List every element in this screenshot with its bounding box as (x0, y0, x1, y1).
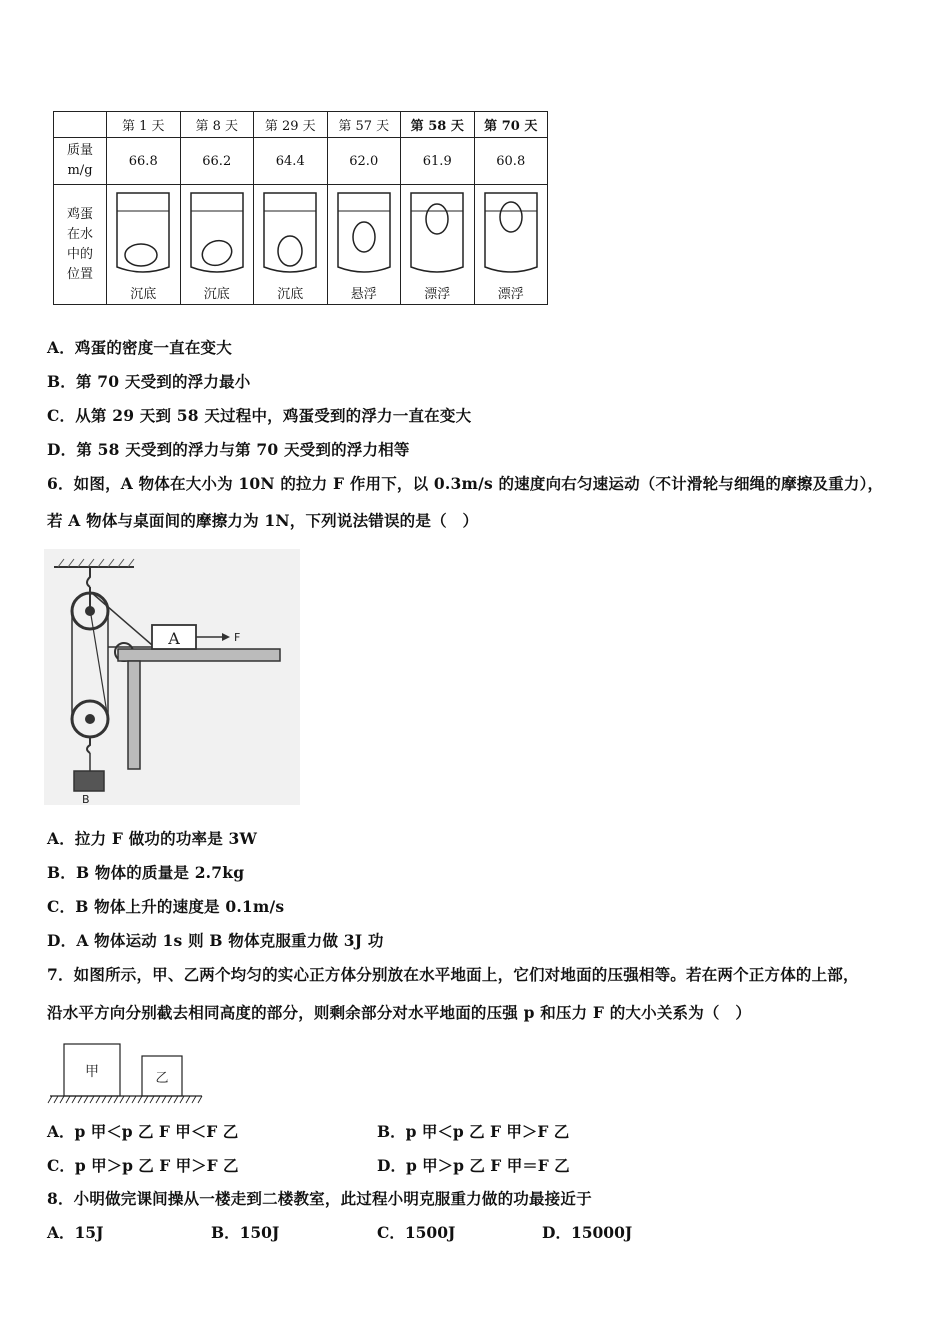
position-label: 鸡蛋 在水 中的 位置 (54, 185, 107, 305)
beaker-egg-sunk (111, 187, 175, 279)
q5-option-b: B．第 70 天受到的浮力最小 (47, 372, 251, 391)
cubes-figure (46, 1042, 206, 1108)
mass-label: 质量 m/g (54, 138, 107, 185)
mass-value: 66.8 (107, 138, 181, 185)
label-jia: 甲 (85, 1064, 99, 1080)
egg-position-cell (107, 185, 181, 305)
day-header: 第 8 天 (180, 112, 254, 138)
egg-position-cell (474, 185, 548, 305)
q7-option-a: A．p 甲＜p 乙 F 甲＜F 乙 (47, 1122, 239, 1141)
egg-state: 沉底 (203, 287, 230, 302)
q6-option-c: C．B 物体上升的速度是 0.1m/s (47, 897, 285, 916)
day-header: 第 57 天 (327, 112, 401, 138)
egg-state: 漂浮 (424, 287, 451, 302)
q7-option-c: C．p 甲＞p 乙 F 甲＞F 乙 (47, 1156, 239, 1175)
q6-stem-line2: 若 A 物体与桌面间的摩擦力为 1N，下列说法错误的是（ ） (47, 511, 479, 530)
beaker-egg-sunk (185, 187, 249, 279)
table-corner (54, 112, 107, 138)
egg-data-table (53, 111, 548, 305)
beaker-egg-suspended (332, 187, 396, 279)
q8-option-d: D．15000J (542, 1223, 633, 1242)
mass-value: 61.9 (401, 138, 475, 185)
q6-stem-line1: 6．如图，A 物体在大小为 10N 的拉力 F 作用下，以 0.3m/s 的速度向右匀速运动（不计滑轮与细绳的摩擦及重力）， (47, 474, 884, 493)
q6-option-a: A．拉力 F 做功的功率是 3W (47, 829, 258, 848)
mass-value: 62.0 (327, 138, 401, 185)
q8-stem: 8．小明做完课间操从一楼走到二楼教室，此过程小明克服重力做的功最接近于 (47, 1189, 592, 1208)
q6-option-b: B．B 物体的质量是 2.7kg (47, 863, 245, 882)
q7-stem-line1: 7．如图所示，甲、乙两个均匀的实心正方体分别放在水平地面上，它们对地面的压强相等。若在两个正方体的上部， (47, 965, 859, 984)
q8-option-b: B．150J (211, 1223, 280, 1242)
cubes-diagram (46, 1042, 206, 1108)
q7-stem-line2: 沿水平方向分别截去相同高度的部分，则剩余部分对水平地面的压强 p 和压力 F 的大小关系为（ ） (47, 1003, 752, 1022)
beaker-egg-sunk (258, 187, 322, 279)
label-b: B (82, 793, 90, 805)
q8-option-c: C．1500J (377, 1223, 456, 1242)
label-yi: 乙 (155, 1071, 169, 1086)
q7-option-d: D．p 甲＞p 乙 F 甲＝F 乙 (377, 1156, 570, 1175)
day-header: 第 58 天 (401, 112, 475, 138)
q6-option-d: D．A 物体运动 1s 则 B 物体克服重力做 3J 功 (47, 931, 384, 950)
egg-state: 漂浮 (497, 287, 524, 302)
egg-state: 悬浮 (350, 287, 377, 302)
egg-position-cell (254, 185, 328, 305)
mass-value: 64.4 (254, 138, 328, 185)
q5-option-a: A．鸡蛋的密度一直在变大 (47, 338, 232, 357)
beaker-egg-floating (479, 187, 543, 279)
beaker-egg-floating (405, 187, 469, 279)
label-f: F (234, 631, 241, 644)
q5-option-d: D．第 58 天受到的浮力与第 70 天受到的浮力相等 (47, 440, 410, 459)
egg-position-cell (401, 185, 475, 305)
egg-position-cell (327, 185, 401, 305)
day-header: 第 1 天 (107, 112, 181, 138)
q8-option-a: A．15J (47, 1223, 104, 1242)
mass-value: 60.8 (474, 138, 548, 185)
day-header: 第 70 天 (474, 112, 548, 138)
pulley-diagram (44, 549, 300, 805)
q7-option-b: B．p 甲＜p 乙 F 甲＞F 乙 (377, 1122, 570, 1141)
egg-state: 沉底 (130, 287, 157, 302)
pulley-figure (44, 549, 300, 805)
egg-state: 沉底 (277, 287, 304, 302)
q5-option-c: C．从第 29 天到 58 天过程中，鸡蛋受到的浮力一直在变大 (47, 406, 472, 425)
egg-position-cell (180, 185, 254, 305)
mass-value: 66.2 (180, 138, 254, 185)
label-a: A (168, 629, 180, 648)
day-header: 第 29 天 (254, 112, 328, 138)
